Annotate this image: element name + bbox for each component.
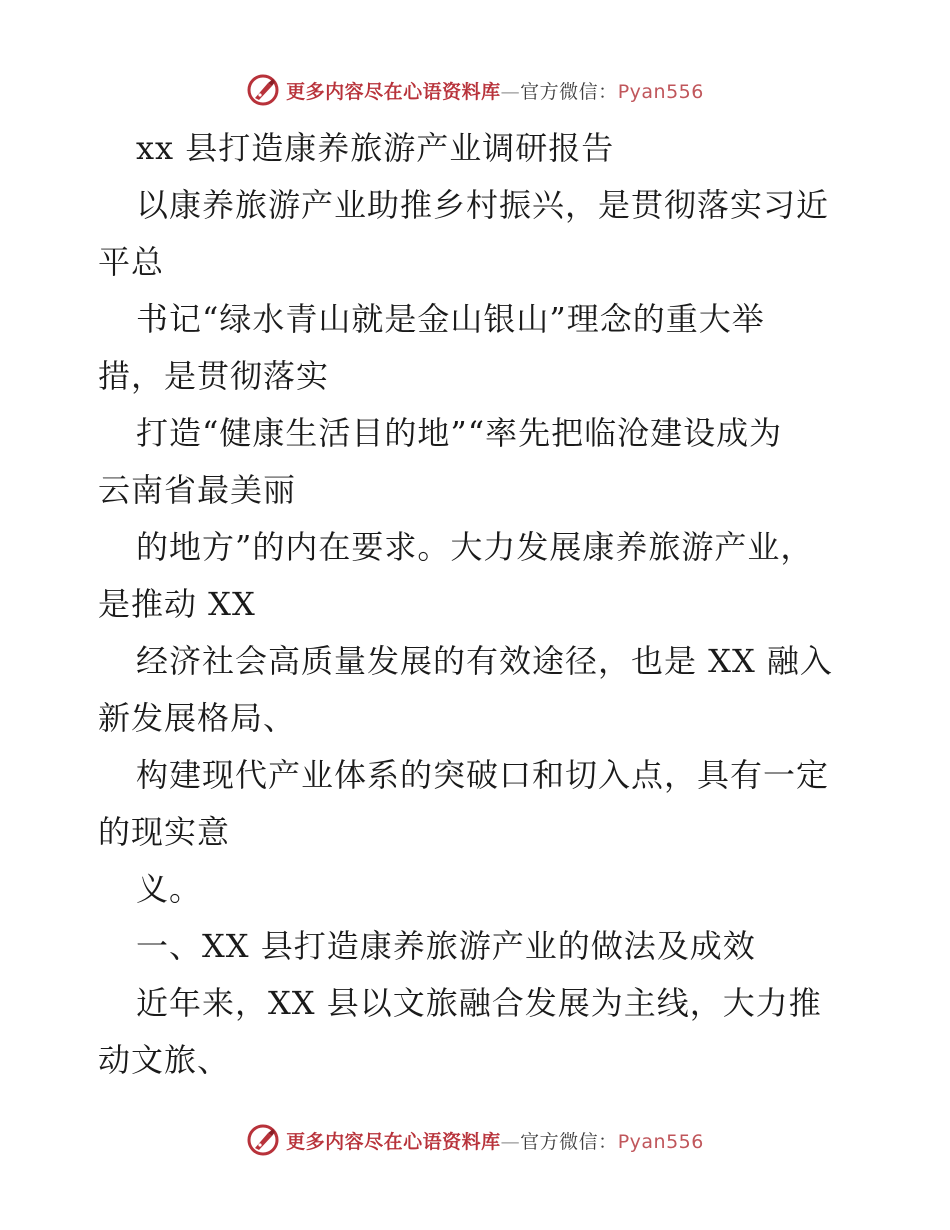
text-line: 经济社会高质量发展的有效途径，也是 XX 融入 bbox=[136, 642, 833, 680]
text-line: 是推动 XX bbox=[98, 585, 256, 623]
banner-dash: — bbox=[500, 1130, 521, 1153]
text-line: 的地方”的内在要求。大力发展康养旅游产业， bbox=[136, 528, 814, 566]
pen-nib-logo-icon bbox=[246, 73, 280, 107]
text-line: 构建现代产业体系的突破口和切入点，具有一定 bbox=[136, 756, 830, 794]
banner-text bbox=[286, 77, 704, 104]
pen-nib-logo-icon bbox=[246, 1123, 280, 1157]
text-line: 的现实意 bbox=[98, 813, 231, 851]
banner-brand: 更多内容尽在心语资料库 bbox=[286, 1130, 501, 1153]
banner-wechat-id: Pyan556 bbox=[617, 80, 704, 103]
banner-dash: — bbox=[500, 80, 521, 103]
header-banner bbox=[0, 70, 950, 110]
text-line: 措，是贯彻落实 bbox=[98, 357, 330, 395]
text-line: xx 县打造康养旅游产业调研报告 bbox=[136, 129, 615, 167]
text-line: 一、XX 县打造康养旅游产业的做法及成效 bbox=[136, 927, 756, 965]
banner-brand: 更多内容尽在心语资料库 bbox=[286, 80, 501, 103]
text-line: 新发展格局、 bbox=[98, 699, 297, 737]
text-line: 近年来，XX 县以文旅融合发展为主线，大力推 bbox=[136, 984, 822, 1022]
footer-banner bbox=[0, 1120, 950, 1160]
banner-text bbox=[286, 1127, 704, 1154]
text-line: 平总 bbox=[98, 243, 165, 281]
text-line: 动文旅、 bbox=[98, 1041, 231, 1079]
text-line: 以康养旅游产业助推乡村振兴，是贯彻落实习近 bbox=[136, 186, 830, 224]
text-line: 云南省最美丽 bbox=[98, 471, 297, 509]
document-body bbox=[98, 120, 858, 1089]
text-line: 书记“绿水青山就是金山银山”理念的重大举 bbox=[136, 300, 765, 338]
text-line: 打造“健康生活目的地”“率先把临沧建设成为 bbox=[136, 414, 783, 452]
banner-wechat-id: Pyan556 bbox=[617, 1130, 704, 1153]
banner-wechat-label: 官方微信： bbox=[520, 1130, 618, 1153]
text-line: 义。 bbox=[136, 870, 203, 908]
banner-wechat-label: 官方微信： bbox=[520, 80, 618, 103]
